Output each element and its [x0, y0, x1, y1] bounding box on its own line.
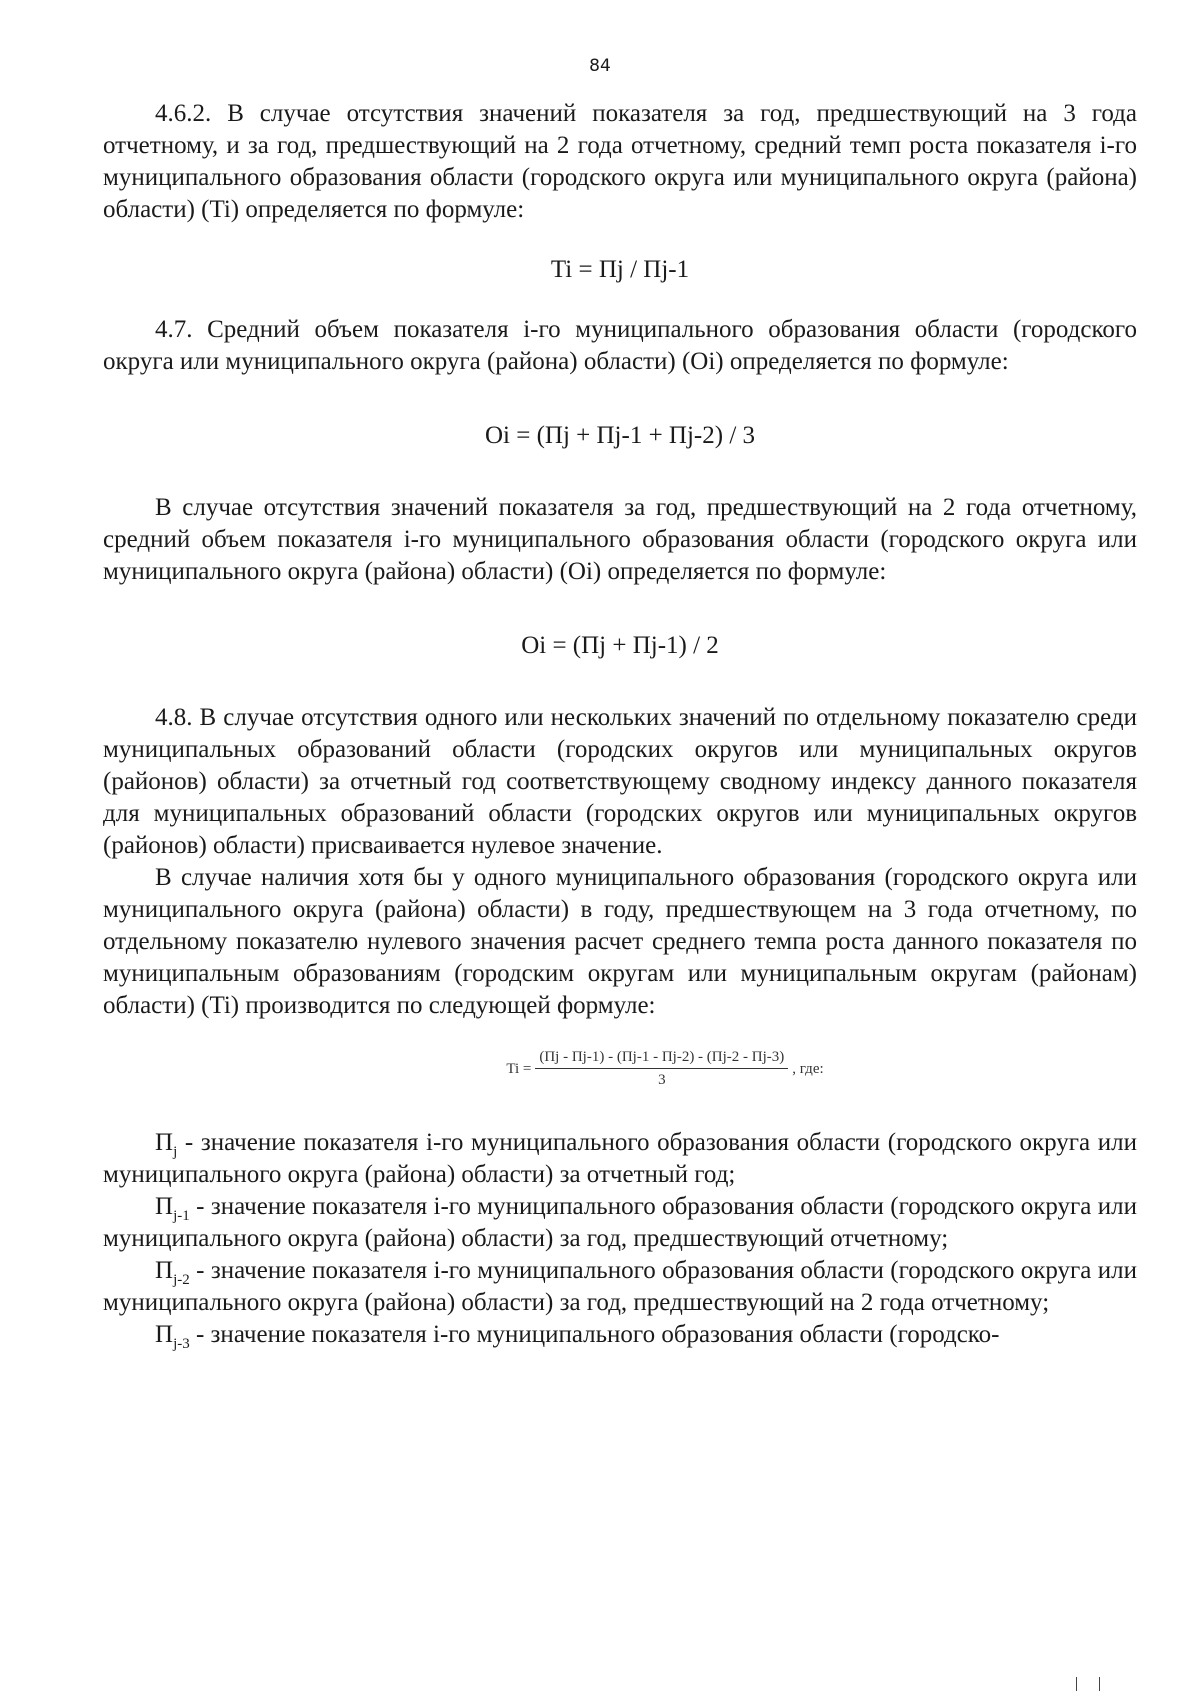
definition-text: - значение показателя i-го муниципального образования области (городско- — [189, 1321, 1000, 1348]
fraction-denominator: 3 — [658, 1072, 666, 1088]
formula-oi-three: Oi = (Пj + Пj-1 + Пj-2) / 3 — [484, 422, 756, 449]
definition-subscript: j — [173, 1144, 178, 1160]
formula-fraction — [103, 1048, 1137, 1089]
formula-fraction-suffix: , где: — [792, 1060, 824, 1077]
formula-ti: Ti = Пj / Пj-1 — [550, 256, 690, 283]
definition-text: - значение показателя i-го муниципального образования области (городского округа или муниципального округа (района) области) за год, предшествующий на 2 года отчетному; — [103, 1257, 1137, 1316]
definition-symbol: П — [155, 1129, 174, 1156]
definition-symbol: П — [155, 1193, 174, 1220]
formula-oi-two: Oi = (Пj + Пj-1) / 2 — [521, 632, 719, 659]
page-number: 84 — [589, 56, 611, 76]
fraction — [535, 1048, 788, 1089]
paragraph-4-8: 4.8. В случае отсутствия одного или нескольких значений по отдельному показателю среди муниципальных образований области (городских округов или муниципальных округов (районов) области) за отчетный год соответствующему сводному индексу данного показателя для муниципальных образований области (городских округов или муниципальных округов (районов) области) присваивается нулевое значение. — [103, 704, 1137, 859]
paragraph-4-7-alt: В случае отсутствия значений показателя за год, предшествующий на 2 года отчетному, средний объем показателя i-го муниципального образования области (городского округа или муниципального округа (района) области) (Oi) определяется по формуле: — [103, 494, 1137, 585]
paragraph-4-6-2: 4.6.2. В случае отсутствия значений показателя за год, предшествующий на 3 года отчетному, и за год, предшествующий на 2 года отчетному, средний темп роста показателя i-го муниципального образования области (городского округа или муниципального округа (района) области) (Ti) определяется по формуле: — [103, 100, 1137, 223]
document-body — [103, 98, 1137, 1351]
scan-corner-mark — [1076, 1677, 1100, 1691]
paragraph-4-7: 4.7. Средний объем показателя i-го муниципального образования области (городского округа или муниципального округа (района) области) (Oi) определяется по формуле: — [103, 316, 1137, 375]
fraction-numerator: (Пj - Пj-1) - (Пj-1 - Пj-2) - (Пj-2 - Пj-3) — [535, 1048, 788, 1069]
definition-text: - значение показателя i-го муниципального образования области (городского округа или муниципального округа (района) области) за отчетный год; — [103, 1129, 1137, 1188]
formula-fraction-lhs: Ti = — [506, 1060, 532, 1077]
definition-pj-3 — [103, 1319, 1137, 1351]
paragraph-4-8-alt: В случае наличия хотя бы у одного муниципального образования (городского округа или муниципального округа (района) области) в году, предшествующем на 3 года отчетному, по отдельному показателю нулевого значения расчет среднего темпа роста данного показателя по муниципальным образованиям (городским округам или муниципальным округам (районам) области) (Ti) производится по следующей формуле: — [103, 864, 1137, 1019]
formula-fraction-row — [506, 1048, 823, 1089]
definition-pj — [103, 1127, 1137, 1191]
definition-pj-2 — [103, 1255, 1137, 1319]
definition-pj-1 — [103, 1191, 1137, 1255]
definition-symbol: П — [155, 1321, 174, 1348]
definition-subscript: j-3 — [173, 1336, 190, 1352]
definition-subscript: j-1 — [173, 1208, 190, 1224]
definition-subscript: j-2 — [173, 1272, 190, 1288]
definition-text: - значение показателя i-го муниципального образования области (городского округа или муниципального округа (района) области) за год, предшествующий отчетному; — [103, 1193, 1137, 1252]
definition-symbol: П — [155, 1257, 174, 1284]
